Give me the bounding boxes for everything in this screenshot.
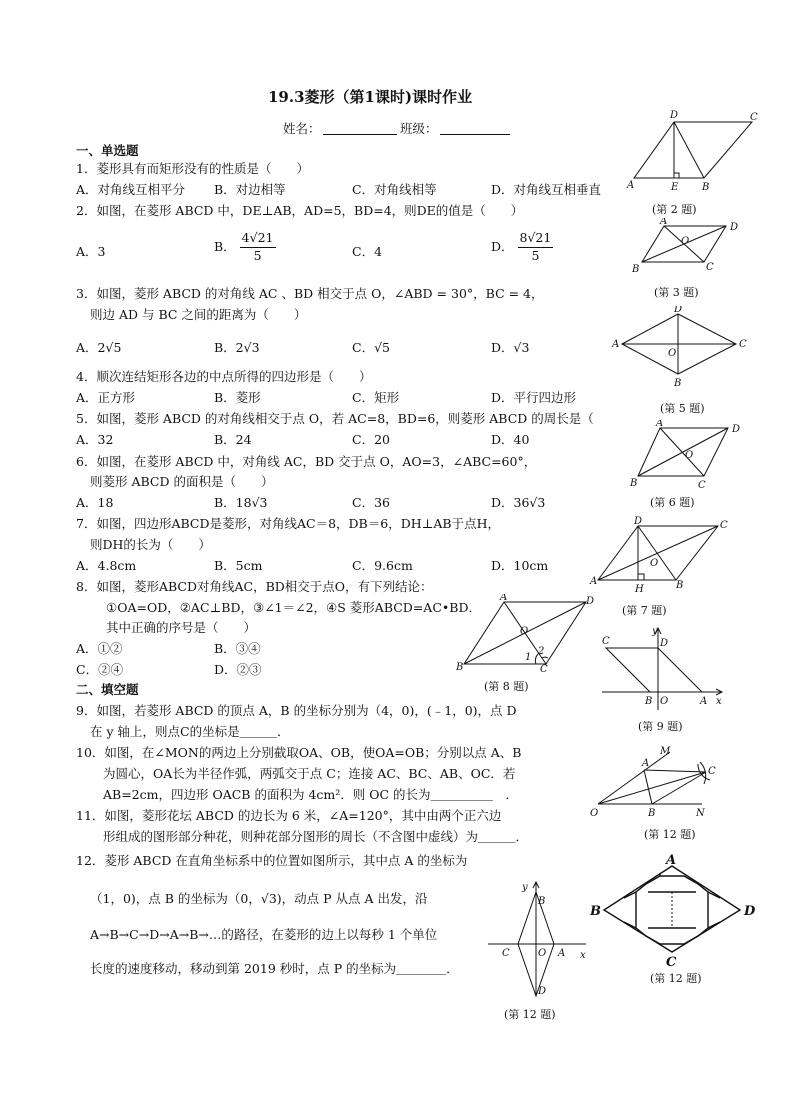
fig6-label-c: C <box>698 480 706 491</box>
q5-option-b[interactable]: B．24 <box>214 432 252 447</box>
fig3-caption: (第 3 题) <box>654 286 699 299</box>
fig10-label-n: N <box>696 808 705 819</box>
fig7-label-a: A <box>590 576 598 587</box>
q2-option-c[interactable]: C．4 <box>352 244 383 259</box>
fig6-label-o: O <box>685 450 694 461</box>
fig2-label-e: E <box>671 182 679 193</box>
fig11-label-b: B <box>590 904 601 919</box>
q4-stem: 4．顺次连结矩形各边的中点所得的四边形是（ ） <box>76 369 372 384</box>
fig5-label-d: D <box>674 306 683 315</box>
figure-q11 <box>586 852 762 990</box>
q1-option-d[interactable]: D．对角线互相垂直 <box>491 182 602 197</box>
fig12-label-o: O <box>538 948 547 959</box>
q2-option-d-denominator: 5 <box>531 247 540 263</box>
fig9-label-o: O <box>660 696 669 707</box>
q7-option-c[interactable]: C．9.6cm <box>352 558 413 573</box>
q10-line2: 为圆心，OA长为半径作弧，两弧交于点 C；连接 AC、BC、AB、OC．若 <box>103 766 516 781</box>
fig12-label-a: A <box>558 948 566 959</box>
q2-option-d-prefix: D． <box>491 238 514 254</box>
fig6-caption: (第 6 题) <box>650 496 695 509</box>
class-label: 班级： <box>400 121 438 136</box>
fig7-label-c: C <box>720 520 728 531</box>
fig10-label-m: M <box>660 746 671 757</box>
q9-line1: 9．如图，若菱形 ABCD 的顶点 A，B 的坐标分别为（4，0)，(﹣1，0)，点 D <box>76 703 517 718</box>
q2-option-b[interactable] <box>214 232 276 262</box>
fig2-label-c: C <box>750 112 758 123</box>
figure-q3 <box>624 218 754 302</box>
q12-line2: （1，0)，点 B 的坐标为（0，√3)，动点 P 从点 A 出发，沿 <box>90 891 428 906</box>
q2-stem: 2．如图，在菱形 ABCD 中，DE⊥AB，AD=5，BD=4，则DE的值是（ ） <box>76 203 524 218</box>
q7-line2: 则DH的长为（ ） <box>90 537 211 552</box>
q8-option-b[interactable]: B．③④ <box>214 641 261 656</box>
q1-option-b[interactable]: B．对边相等 <box>214 182 286 197</box>
section-fill-blank: 二、填空题 <box>76 682 139 697</box>
q8-option-c[interactable]: C．②④ <box>76 662 124 677</box>
q6-option-d[interactable]: D．36√3 <box>491 495 546 510</box>
q12-line3: A→B→C→D→A→B→…的路径，在菱形的边上以每秒 1 个单位 <box>90 927 438 942</box>
fig8-label-d: D <box>586 596 595 607</box>
page-title: 19.3菱形（第1课时)课时作业 <box>268 88 473 106</box>
fig2-label-b: B <box>702 182 710 193</box>
fig10-label-c: C <box>708 766 716 777</box>
q7-line1: 7．如图，四边形ABCD是菱形，对角线AC＝8，DB＝6，DH⊥AB于点H， <box>76 516 500 531</box>
q4-option-c[interactable]: C．矩形 <box>352 390 400 405</box>
fig3-label-c: C <box>706 262 714 273</box>
q8-option-d[interactable]: D．②③ <box>214 662 262 677</box>
q2-option-a[interactable]: A．3 <box>76 244 106 259</box>
q3-line2: 则边 AD 与 BC 之间的距离为（ ） <box>90 307 307 322</box>
fig2-label-a: A <box>627 180 635 191</box>
fig5-caption: (第 5 题) <box>660 402 705 415</box>
q7-option-b[interactable]: B．5cm <box>214 558 263 573</box>
section-single-choice: 一、单选题 <box>76 143 139 158</box>
q8-option-a[interactable]: A．①② <box>76 641 123 656</box>
q7-option-a[interactable]: A．4.8cm <box>76 558 137 573</box>
figure-q12 <box>482 878 592 1024</box>
fig2-caption: (第 2 题) <box>652 203 697 216</box>
fig3-label-d: D <box>730 222 739 233</box>
fig9-label-x: x <box>716 696 722 707</box>
fig10-label-a: A <box>642 758 650 769</box>
fig3-label-o: O <box>681 236 690 247</box>
fig7-label-o: O <box>650 558 659 569</box>
fig8-label-o: O <box>520 626 529 637</box>
q11-line2: 形组成的图形部分种花，则种花部分图形的周长（不含图中虚线）为＿＿＿． <box>103 829 529 844</box>
fig6-label-d: D <box>732 424 741 435</box>
q1-option-c[interactable]: C．对角线相等 <box>352 182 437 197</box>
q6-option-a[interactable]: A．18 <box>76 495 114 510</box>
figure-q7 <box>588 516 758 626</box>
fig12-label-d: D <box>538 986 547 997</box>
q4-option-b[interactable]: B．菱形 <box>214 390 261 405</box>
q7-option-d[interactable]: D．10cm <box>491 558 549 573</box>
q2-option-d[interactable] <box>491 232 553 262</box>
q6-line2: 则菱形 ABCD 的面积是（ ） <box>90 474 274 489</box>
q2-option-d-numerator: 8√21 <box>518 232 554 248</box>
figure-q6 <box>624 420 764 510</box>
q2-option-b-prefix: B． <box>214 238 236 254</box>
q1-option-a[interactable]: A．对角线互相平分 <box>76 182 186 197</box>
fig3-label-b: B <box>632 264 640 275</box>
q5-option-d[interactable]: D．40 <box>491 432 530 447</box>
fig11-label-a: A <box>666 853 677 868</box>
fig5-label-b: B <box>674 378 682 389</box>
q3-option-a[interactable]: A．2√5 <box>76 340 122 355</box>
q4-option-d[interactable]: D．平行四边形 <box>491 390 577 405</box>
figure-q9 <box>598 624 728 736</box>
fig2-label-d: D <box>670 110 679 121</box>
fig7-caption: (第 7 题) <box>622 604 667 617</box>
q8-line3: 其中正确的序号是（ ） <box>106 620 257 635</box>
figure-q2 <box>622 108 762 218</box>
fig8-label-b: B <box>456 662 464 673</box>
fig6-label-b: B <box>630 478 638 489</box>
q8-line1: 8．如图，菱形ABCD对角线AC，BD相交于点O，有下列结论： <box>76 579 433 594</box>
q6-line1: 6．如图，在菱形 ABCD 中，对角线 AC，BD 交于点 O，AO=3，∠ABC=60°， <box>76 454 537 469</box>
fig5-label-o: O <box>668 348 677 359</box>
q8-line2: ①OA=OD，②AC⊥BD，③∠1＝∠2，④S 菱形ABCD=AC•BD． <box>106 600 481 615</box>
q5-stem: 5．如图，菱形 ABCD 的对角线相交于点 O，若 AC=8，BD=6，则菱形 ABCD 的周长是（ <box>76 411 594 426</box>
q2-option-b-fraction <box>240 232 276 262</box>
q5-option-c[interactable]: C．20 <box>352 432 390 447</box>
q5-option-a[interactable]: A．32 <box>76 432 114 447</box>
fig8-label-a: A <box>500 594 508 603</box>
fig8-label-c: C <box>540 664 548 675</box>
figure-q8 <box>456 594 606 694</box>
fig9-label-d: D <box>660 638 669 649</box>
fig9-label-a: A <box>700 696 708 707</box>
fig12-label-y: y <box>522 882 528 893</box>
name-blank[interactable] <box>323 122 397 135</box>
q1-stem: 1．菱形具有而矩形没有的性质是（ ） <box>76 161 309 176</box>
q12-line1: 12．菱形 ABCD 在直角坐标系中的位置如图所示，其中点 A 的坐标为 <box>76 853 468 868</box>
fig7-label-h: H <box>635 584 644 595</box>
q3-line1: 3．如图，菱形 ABCD 的对角线 AC 、BD 相交于点 O，∠ABD = 30°，BC = 4， <box>76 286 544 301</box>
q6-option-c[interactable]: C．36 <box>352 495 390 510</box>
fig5-label-a: A <box>612 339 620 350</box>
fig11-caption: (第 12 题) <box>650 972 702 985</box>
fig9-label-b: B <box>645 696 653 707</box>
fig9-label-y: y <box>652 626 658 637</box>
fig8-label-2: 2 <box>538 646 545 657</box>
q12-line4: 长度的速度移动，移动到第 2019 秒时，点 P 的坐标为＿＿＿＿． <box>90 961 459 976</box>
fig11-label-d: D <box>744 904 756 919</box>
q2-option-b-denominator: 5 <box>253 247 262 263</box>
fig8-caption: (第 8 题) <box>484 680 529 693</box>
fig11-label-c: C <box>666 955 677 970</box>
fig10-label-o: O <box>590 808 599 819</box>
fig12-label-x: x <box>580 950 586 961</box>
q2-option-b-numerator: 4√21 <box>240 232 276 248</box>
q6-option-b[interactable]: B．18√3 <box>214 495 268 510</box>
fig12-label-c: C <box>502 948 510 959</box>
q3-option-b[interactable]: B．2√3 <box>214 340 260 355</box>
q3-option-c[interactable]: C．√5 <box>352 340 390 355</box>
fig7-label-b: B <box>676 580 684 591</box>
q10-line3: AB=2cm，四边形 OACB 的面积为 4cm²．则 OC 的长为＿＿＿＿＿ ． <box>103 787 519 802</box>
fig10-caption: (第 12 题) <box>644 828 696 841</box>
fig3-label-a: A <box>660 218 668 227</box>
q11-line1: 11．如图，菱形花坛 ABCD 的边长为 6 米，∠A=120°，其中由两个正六边 <box>76 808 502 823</box>
fig9-caption: (第 9 题) <box>638 720 683 733</box>
figure-q10 <box>588 742 728 842</box>
figure-q5 <box>608 306 748 418</box>
fig7-label-d: D <box>634 516 643 527</box>
fig6-label-a: A <box>656 420 664 429</box>
fig5-label-c: C <box>739 339 747 350</box>
q9-line2: 在 y 轴上，则点C的坐标是＿＿＿． <box>90 724 290 739</box>
q4-option-a[interactable]: A．正方形 <box>76 390 136 405</box>
fig12-caption: (第 12 题) <box>504 1008 556 1021</box>
q3-option-d[interactable]: D．√3 <box>491 340 530 355</box>
class-blank[interactable] <box>440 122 510 135</box>
fig12-label-b: B <box>538 896 546 907</box>
q2-option-d-fraction <box>518 232 554 262</box>
name-label: 姓名： <box>283 121 321 136</box>
fig10-label-b: B <box>648 808 656 819</box>
q10-line1: 10．如图，在∠MON的两边上分别截取OA、OB，使OA=OB；分别以点 A、B <box>76 745 522 760</box>
fig8-label-1: 1 <box>525 652 532 663</box>
fig9-label-c: C <box>602 636 610 647</box>
